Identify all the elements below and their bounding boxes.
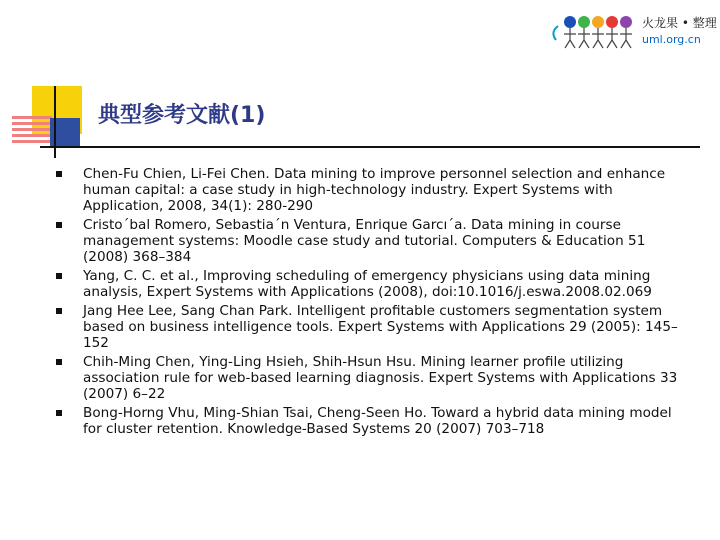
reference-item [54,217,694,265]
title-underline [40,146,700,148]
logo-people-icon [553,16,632,48]
reference-text: Cristo´bal Romero, Sebastia´n Ventura, Enrique Garcı´a. Data mining in course management systems: Moodle case study and tutorial. Computers & Education 51 (2008) 368–384 [83,217,646,265]
bullet-square-icon [56,410,62,416]
reference-text: Bong-Horng Vhu, Ming-Shian Tsai, Cheng-Seen Ho. Toward a hybrid data mining model for cluster retention. Knowledge-Based Systems 20 (2007) 703–718 [83,405,672,437]
reference-item [54,268,694,300]
reference-item [54,166,694,214]
bullet-square-icon [56,359,62,365]
title-deco-red-stripes [12,116,52,146]
bullet-square-icon [56,222,62,228]
bullet-square-icon [56,171,62,177]
logo-url-text: uml.org.cn [642,33,701,46]
reference-item [54,303,694,351]
reference-text: Yang, C. C. et al., Improving scheduling of emergency physicians using data mining analysis, Expert Systems with Applications (2008), doi:10.1016/j.eswa.2008.02.069 [83,268,652,300]
reference-text: Jang Hee Lee, Sang Chan Park. Intelligent profitable customers segmentation system based on business intelligence tools. Expert Systems with Applications 29 (2005): 145–152 [83,303,678,351]
reference-text: Chen-Fu Chien, Li-Fei Chen. Data mining to improve personnel selection and enhance human capital: a case study in high-technology industry. Expert Systems with Application, 2008, 34(1): 280-290 [83,166,666,214]
reference-item [54,405,694,437]
logo-brand-text: 火龙果 • 整理 [642,16,717,30]
reference-list [54,166,694,440]
reference-text: Chih-Ming Chen, Ying-Ling Hsieh, Shih-Hsun Hsu. Mining learner profile utilizing association rule for web-based learning diagnosis. Expert Systems with Applications 33 (2007) 6–22 [83,354,678,402]
reference-item [54,354,694,402]
bullet-square-icon [56,273,62,279]
slide-title: 典型参考文献(1) [98,103,266,128]
bullet-square-icon [56,308,62,314]
